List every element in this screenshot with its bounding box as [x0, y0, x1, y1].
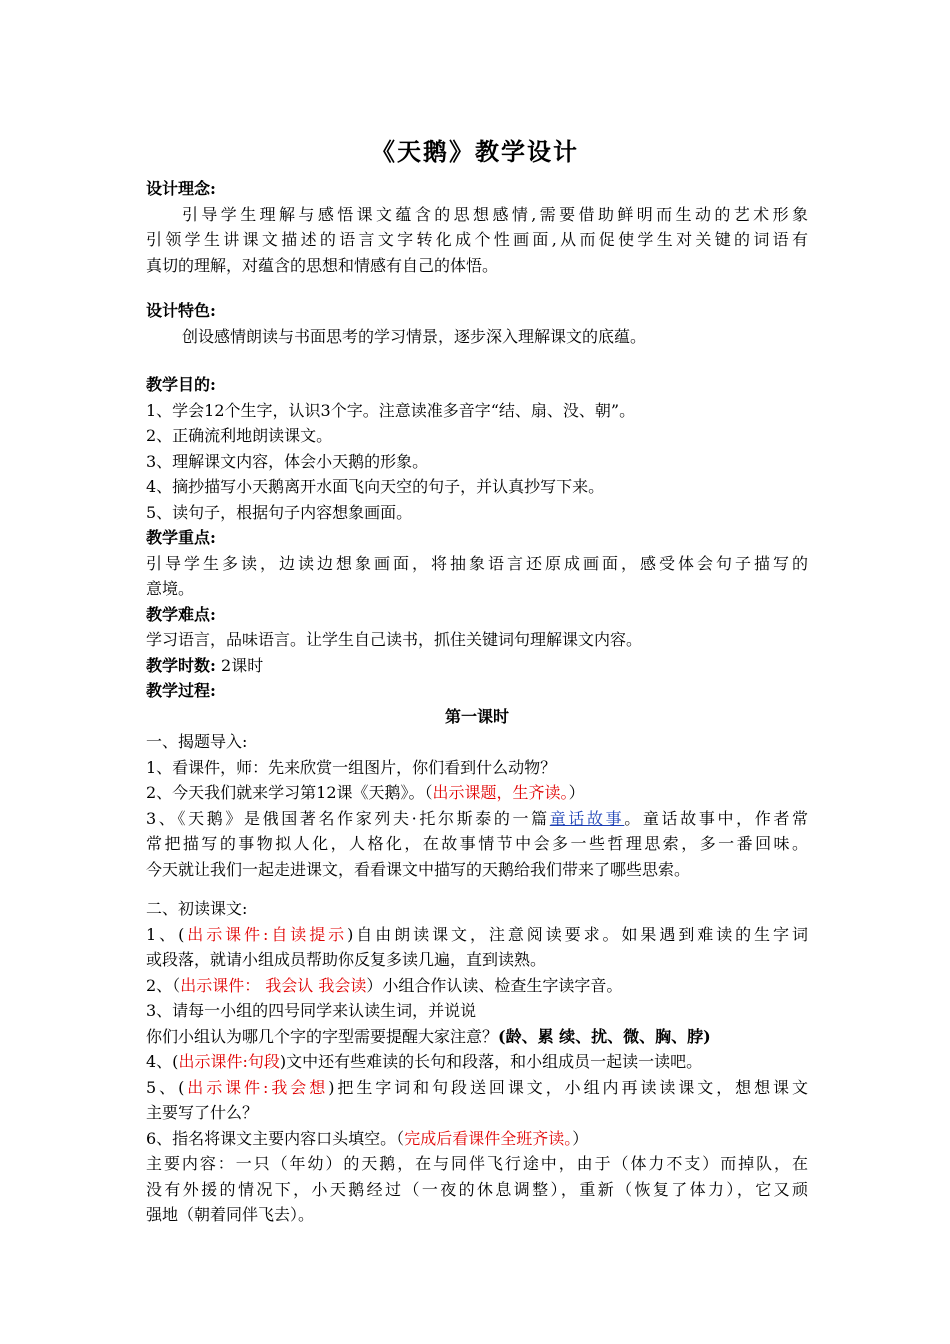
part2-line: 3、请每一小组的四号同学来认读生词，并说说: [146, 1001, 477, 1020]
bold-text: (龄、累 续、扰、微、胸、脖): [498, 1026, 711, 1046]
highlight-text: 出示课件:句段: [178, 1052, 280, 1071]
part1-line: 1、看课件，师：先来欣赏一组图片，你们看到什么动物？: [146, 757, 557, 777]
goal-item: 4、摘抄描写小天鹅离开水面飞向天空的句子，并认真抄写下来。: [146, 477, 605, 496]
feature-line: 创设感情朗读与书面思考的学习情景，逐步深入理解课文的底蕴。: [182, 326, 647, 346]
hours-heading: 教学时数:: [146, 655, 216, 675]
lesson-heading: 第一课时: [444, 706, 509, 726]
philosophy-line: 真切的理解，对蕴含的思想和情感有自己的体悟。: [146, 255, 499, 275]
section-philosophy: [146, 176, 808, 278]
part2-line: [146, 1049, 808, 1075]
highlight-text: 出示课题，生齐读。: [432, 783, 569, 802]
text-span: )文中还有些难读的长句和段落，和小组成员一起读一读吧。: [279, 1052, 703, 1071]
part2-line: [146, 1126, 808, 1152]
part1-line: [146, 806, 808, 832]
text-span: 5、(: [146, 1077, 185, 1097]
part2-line: 主要写了什么？: [146, 1103, 259, 1122]
goal-item: 5、读句子，根据句子内容想象画面。: [146, 502, 413, 522]
part1-heading: 一、揭题导入:: [146, 732, 248, 751]
highlight-text: 出示课件:我会想: [184, 1077, 329, 1097]
goal-item: 3、理解课文内容，体会小天鹅的形象。: [146, 451, 429, 471]
text-span: 2、今天我们就来学习第12课《天鹅》。（: [146, 783, 433, 802]
text-span: )自由朗读课文，注意阅读要求。如果遇到难读的生字词: [347, 924, 808, 944]
part2-line: 强地（朝着同伴飞去）。: [146, 1205, 315, 1224]
text-span: 2、（: [146, 975, 181, 995]
part1-line: 常把描写的事物拟人化，人格化，在故事情节中会多一些哲理思索，多一番回味。: [146, 834, 808, 853]
part2-line: [146, 922, 808, 948]
hours-line: [146, 653, 808, 679]
highlight-text: 出示课件:自读提示: [184, 924, 348, 944]
goal-item: 1、学会12个生字，认识3个字。注意读准多音字“结、扇、没、朝”。: [146, 400, 636, 420]
text-span: ）: [572, 1128, 589, 1148]
fairy-tale-link[interactable]: 童话故事: [549, 808, 625, 828]
part2-line: 或段落，就请小组成员帮助你反复多读几遍，直到读熟。: [146, 950, 547, 969]
document-title: 《天鹅》教学设计: [371, 137, 579, 166]
part1-line: [146, 780, 808, 806]
part2-line: [146, 1024, 808, 1050]
section-goals: [146, 372, 808, 882]
key-points-line: 引导学生多读，边读边想象画面，将抽象语言还原成画面，感受体会句子描写的: [146, 553, 808, 573]
hours-value: 2课时: [215, 655, 264, 675]
philosophy-line: 引领学生讲课文描述的语言文字转化成个性画面,从而促使学生对关键的词语有: [146, 230, 808, 249]
feature-heading: 设计特色:: [146, 301, 216, 320]
part2-heading: 二、初读课文:: [146, 899, 248, 918]
text-span: 1、(: [146, 924, 185, 944]
text-span: ）小组合作认读、检查生字读字音。: [366, 975, 623, 995]
text-span: 你们小组认为哪几个字的字型需要提醒大家注意？: [146, 1026, 499, 1046]
difficulties-line: 学习语言，品味语言。让学生自己读书，抓住关键词句理解课文内容。: [146, 630, 643, 649]
process-heading: 教学过程:: [146, 681, 216, 700]
difficulties-heading: 教学难点:: [146, 604, 216, 624]
part1-line: 今天就让我们一起走进课文，看看课文中描写的天鹅给我们带来了哪些思索。: [146, 859, 691, 879]
text-span: 4、(: [146, 1052, 179, 1071]
section-feature: [146, 298, 808, 349]
text-span: )把生字词和句段送回课文，小组内再读读课文，想想课文: [328, 1077, 808, 1097]
text-span: 3、《天鹅》是俄国著名作家列夫·托尔斯泰的一篇: [146, 808, 550, 828]
part2-line: [146, 973, 808, 999]
highlight-text: 完成后看课件全班齐读。: [404, 1128, 573, 1148]
highlight-text: 出示课件： 我会认 我会读: [180, 975, 367, 995]
text-span: ）: [568, 783, 585, 802]
goal-item: 2、正确流利地朗读课文。: [146, 426, 333, 445]
key-points-heading: 教学重点:: [146, 528, 216, 547]
goals-heading: 教学目的:: [146, 375, 216, 394]
philosophy-heading: 设计理念:: [146, 179, 216, 198]
text-span: 。童话故事中，作者常: [624, 808, 808, 828]
philosophy-line: 引导学生理解与感悟课文蕴含的思想感情,需要借助鲜明而生动的艺术形象: [182, 204, 808, 224]
part2-line: [146, 1075, 808, 1101]
key-points-line: 意境。: [146, 579, 195, 598]
part2-line: 没有外援的情况下，小天鹅经过（一夜的休息调整），重新（恢复了体力），它又顽: [146, 1179, 808, 1199]
section-part2: [146, 896, 808, 1228]
text-span: 6、指名将课文主要内容口头填空。（: [146, 1128, 405, 1148]
part2-line: 主要内容：一只（年幼）的天鹅，在与同伴飞行途中，由于（体力不支）而掉队，在: [146, 1154, 808, 1173]
